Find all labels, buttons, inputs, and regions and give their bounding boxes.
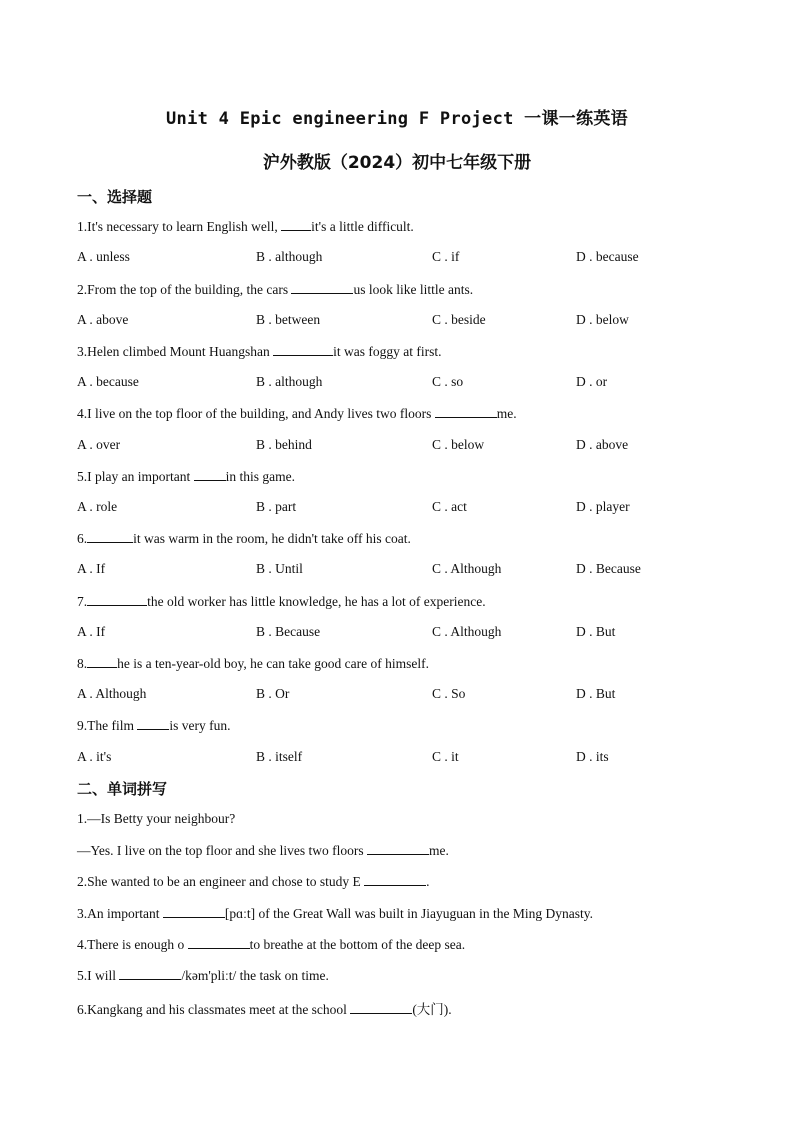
answer-blank[interactable]	[291, 281, 353, 294]
option-b[interactable]: B . Or	[256, 686, 290, 701]
spelling-question-1-answer	[77, 842, 449, 859]
answer-blank[interactable]	[163, 905, 225, 918]
spelling-question-5	[77, 967, 329, 984]
section-title-spelling: 二、单词拼写	[77, 780, 168, 798]
option-d[interactable]: D . or	[576, 374, 608, 389]
spelling-question-4-text: 4.There is enough o	[77, 937, 188, 952]
spelling-question-6-text-end: (大门).	[412, 1002, 452, 1017]
question-8	[77, 655, 429, 672]
spelling-question-2	[77, 873, 430, 890]
option-c[interactable]: C . act	[432, 499, 467, 514]
question-1-text-end: it's a little difficult.	[311, 219, 414, 234]
option-a[interactable]: A . it's	[77, 749, 112, 764]
spelling-question-3-text-end: [pɑːt] of the Great Wall was built in Jiayuguan in the Ming Dynasty.	[224, 906, 594, 921]
question-6-text-end: it was warm in the room, he didn't take off his coat.	[133, 531, 411, 546]
title-line-2: 沪外教版（2024）初中七年级下册	[262, 153, 532, 173]
spelling-question-3-text: 3.An important	[77, 906, 163, 921]
option-c[interactable]: C . Although	[432, 561, 502, 576]
option-b[interactable]: B . Because	[256, 624, 321, 639]
spelling-question-4	[77, 936, 465, 953]
option-d[interactable]: D . its	[576, 749, 609, 764]
question-3-text: 3.Helen climbed Mount Huangshan	[77, 344, 274, 359]
question-4-text-end: me.	[496, 406, 517, 421]
option-a[interactable]: A . role	[77, 499, 118, 514]
question-7	[77, 593, 486, 610]
question-8-text: 8.	[77, 656, 88, 671]
option-b[interactable]: B . behind	[256, 437, 312, 452]
spelling-question-1-text: 1.—Is Betty your neighbour?	[77, 811, 236, 826]
option-a[interactable]: A . If	[77, 624, 106, 639]
question-1-text: 1.It's necessary to learn English well,	[77, 219, 282, 234]
option-c[interactable]: C . if	[432, 249, 460, 264]
option-a[interactable]: A . Although	[77, 686, 147, 701]
option-a[interactable]: A . unless	[77, 249, 130, 264]
option-d[interactable]: D . Because	[576, 561, 641, 576]
option-b[interactable]: B . although	[256, 249, 323, 264]
question-4-text: 4.I live on the top floor of the building, and Andy lives two floors	[77, 406, 435, 421]
option-b[interactable]: B . although	[256, 374, 323, 389]
spelling-question-1	[77, 811, 235, 827]
option-d[interactable]: D . But	[576, 686, 616, 701]
question-9	[77, 717, 231, 734]
option-d[interactable]: D . player	[576, 499, 630, 514]
question-1	[77, 218, 414, 235]
question-3-text-end: it was foggy at first.	[333, 344, 442, 359]
answer-blank[interactable]	[87, 655, 117, 668]
answer-blank[interactable]	[281, 218, 311, 231]
question-7-text: 7.	[77, 594, 88, 609]
question-5-text: 5.I play an important	[77, 469, 194, 484]
spelling-question-2-text: 2.She wanted to be an engineer and chose to study E	[77, 874, 365, 889]
question-4	[77, 405, 517, 422]
spelling-question-2-text-end: .	[426, 874, 430, 889]
question-2-text-end: us look like little ants.	[353, 282, 474, 297]
question-6-text: 6.	[77, 531, 88, 546]
question-6	[77, 530, 411, 547]
option-a[interactable]: A . over	[77, 437, 121, 452]
answer-blank[interactable]	[364, 873, 426, 886]
option-a[interactable]: A . If	[77, 561, 106, 576]
option-a[interactable]: A . above	[77, 312, 129, 327]
question-2-text: 2.From the top of the building, the cars	[77, 282, 292, 297]
spelling-question-5-text: 5.I will	[77, 968, 120, 983]
spelling-question-1-text-end: me.	[428, 843, 449, 858]
option-c[interactable]: C . beside	[432, 312, 486, 327]
question-2	[77, 281, 473, 298]
spelling-question-3	[77, 905, 593, 922]
answer-blank[interactable]	[87, 593, 147, 606]
option-b[interactable]: B . between	[256, 312, 321, 327]
answer-blank[interactable]	[350, 1001, 412, 1014]
answer-blank[interactable]	[194, 468, 226, 481]
answer-blank[interactable]	[87, 530, 133, 543]
answer-blank[interactable]	[188, 936, 250, 949]
title-line-1: Unit 4 Epic engineering F Project 一课一练英语	[166, 109, 628, 129]
answer-blank[interactable]	[435, 405, 497, 418]
option-c[interactable]: C . so	[432, 374, 464, 389]
spelling-question-4-text-end: to breathe at the bottom of the deep sea.	[249, 937, 466, 952]
option-d[interactable]: D . below	[576, 312, 629, 327]
option-c[interactable]: C . So	[432, 686, 466, 701]
option-d[interactable]: D . because	[576, 249, 639, 264]
option-c[interactable]: C . it	[432, 749, 459, 764]
option-c[interactable]: C . Although	[432, 624, 502, 639]
section-title-choice: 一、选择题	[77, 188, 153, 206]
option-d[interactable]: D . above	[576, 437, 629, 452]
option-d[interactable]: D . But	[576, 624, 616, 639]
spelling-question-6	[77, 998, 452, 1018]
option-b[interactable]: B . itself	[256, 749, 303, 764]
question-9-text: 9.The film	[77, 718, 138, 733]
answer-blank[interactable]	[367, 842, 429, 855]
spelling-question-6-text: 6.Kangkang and his classmates meet at the school	[77, 1002, 351, 1017]
answer-blank[interactable]	[137, 717, 169, 730]
answer-blank[interactable]	[119, 967, 181, 980]
option-b[interactable]: B . Until	[256, 561, 303, 576]
spelling-question-5-text-end: /kəm'pliːt/ the task on time.	[181, 968, 329, 983]
option-b[interactable]: B . part	[256, 499, 297, 514]
option-c[interactable]: C . below	[432, 437, 485, 452]
question-3	[77, 343, 441, 360]
spelling-question-1-answer-text: —Yes. I live on the top floor and she lives two floors	[77, 843, 367, 858]
answer-blank[interactable]	[273, 343, 333, 356]
question-5	[77, 468, 295, 485]
question-5-text-end: in this game.	[225, 469, 295, 484]
question-7-text-end: the old worker has little knowledge, he has a lot of experience.	[147, 594, 486, 609]
option-a[interactable]: A . because	[77, 374, 139, 389]
question-9-text-end: is very fun.	[169, 718, 231, 733]
question-8-text-end: he is a ten-year-old boy, he can take good care of himself.	[117, 656, 429, 671]
